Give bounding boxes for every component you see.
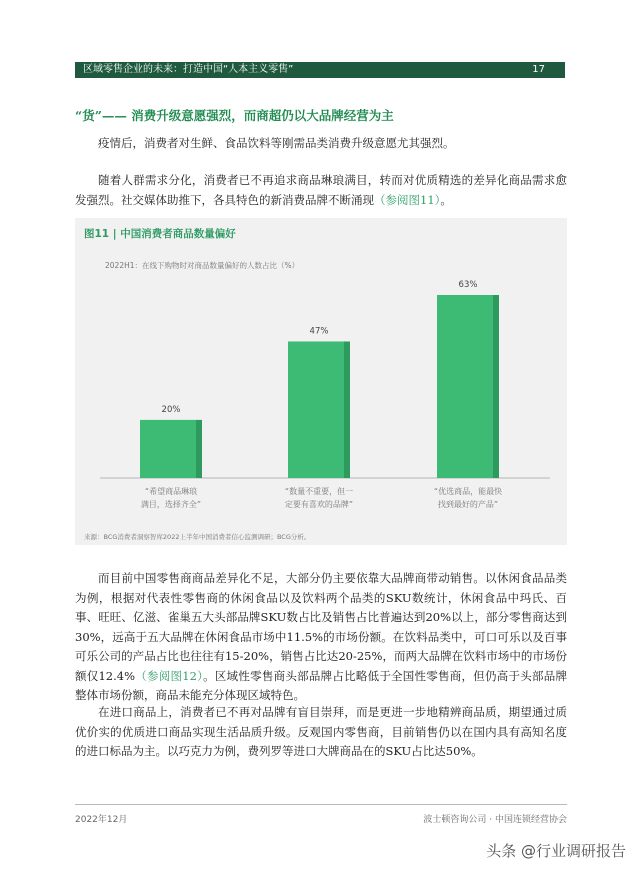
paragraph-2-end: 。 bbox=[440, 192, 452, 207]
paragraph-4: 在进口商品上，消费者已不再对品牌有盲目崇拜，而是更进一步地精辨商品质，期望通过质优价实的优质进口商品实现生活品质升级。反观国内零售商，目前销售仍以在国内具有高知名度的进口标品为主。以巧克力为例，费列罗等进口大牌商品在的SKU占比达50%。 bbox=[75, 705, 567, 758]
value-label-3: 63% bbox=[458, 280, 478, 290]
chart-panel bbox=[75, 218, 567, 545]
bar-3 bbox=[437, 295, 493, 478]
bar-2-edge bbox=[344, 341, 350, 478]
paragraph-2 bbox=[75, 171, 567, 210]
category-label-1-line-2: 满目，选择齐全” bbox=[140, 500, 202, 509]
chart-source: 来源：BCG消费者洞察智库2022上半年中国消费者信心监测调研；BCG分析。 bbox=[84, 533, 311, 541]
bar-1-edge bbox=[196, 420, 202, 478]
header-title: 区域零售企业的未来：打造中国“人本主义零售” bbox=[83, 64, 294, 75]
footer-date: 2022年12月 bbox=[75, 815, 128, 825]
watermark: 头条 @行业调研报告 bbox=[486, 842, 626, 860]
heading-keyword: “货” bbox=[75, 108, 102, 123]
heading-text: —— 消费升级意愿强烈，而商超仍以大品牌经营为主 bbox=[101, 108, 394, 123]
value-label-2: 47% bbox=[309, 326, 329, 337]
paragraph-3-text: 而目前中国零售商商品差异化不足，大部分仍主要依靠大品牌商带动销售。以休闲食品品类为例，根据对代表性零售商的休闲食品以及饮料两个品类的SKU数统计，休闲食品中玛氏、百事、旺旺、亿滋、雀巢五大头部品牌SKU数占比及销售占比普遍达到20%以上，部分零售商达到30%，远高于五大品牌在休闲食品市场中11.5%的市场份额。在饮料品类中，可口可乐以及百事可乐公司的产品占比也往往有15-20%，销售占比达20-25%，而两大品牌在饮料市场中的市场份额仅12.4% bbox=[75, 571, 567, 683]
category-label-2-line-2: 定要有喜欢的品牌” bbox=[284, 500, 354, 509]
page-number: 17 bbox=[532, 64, 545, 75]
figure-reference-link-12[interactable]: （参阅图12） bbox=[135, 668, 204, 683]
value-label-1: 20% bbox=[161, 404, 181, 415]
chart-title: 图11 | 中国消费者商品数量偏好 bbox=[84, 228, 236, 240]
figure-reference-link[interactable]: （参阅图11） bbox=[374, 192, 441, 207]
footer-org: 波士顿咨询公司 · 中国连锁经营协会 bbox=[423, 815, 567, 825]
bar-3-edge bbox=[493, 295, 499, 478]
header-bar bbox=[75, 62, 565, 78]
paragraph-2-text: 随着人群需求分化，消费者已不再追求商品琳琅满目，转而对优质精选的差异化商品需求愈发强烈。社交媒体助推下，各具特色的新消费品牌不断涌现 bbox=[75, 173, 567, 207]
paragraph-3 bbox=[75, 569, 567, 706]
section-heading bbox=[75, 106, 575, 124]
chart-subtitle: 2022H1：在线下购物时对商品数量偏好的人数占比（%） bbox=[105, 261, 300, 270]
paragraph-3-end: 。区域性零售商头部品牌占比略低于全国性零售商，但仍高于头部品牌整体市场份额，商品未能充分体现区域特色。 bbox=[75, 668, 567, 702]
footer-divider bbox=[75, 804, 567, 805]
category-label-2-line-1: “数量不重要，但一 bbox=[284, 487, 354, 496]
bar-chart bbox=[75, 218, 567, 545]
bar-2 bbox=[288, 341, 344, 478]
paragraph-1: 疫情后，消费者对生鲜、食品饮料等刚需品类消费升级意愿尤其强烈。 bbox=[98, 136, 455, 150]
category-label-3-line-2: 找到最好的产品” bbox=[437, 500, 499, 509]
bar-1 bbox=[140, 420, 196, 478]
category-label-1-line-1: “希望商品琳琅 bbox=[144, 487, 198, 496]
category-label-3-line-1: “优选商品，能最快 bbox=[433, 487, 503, 496]
